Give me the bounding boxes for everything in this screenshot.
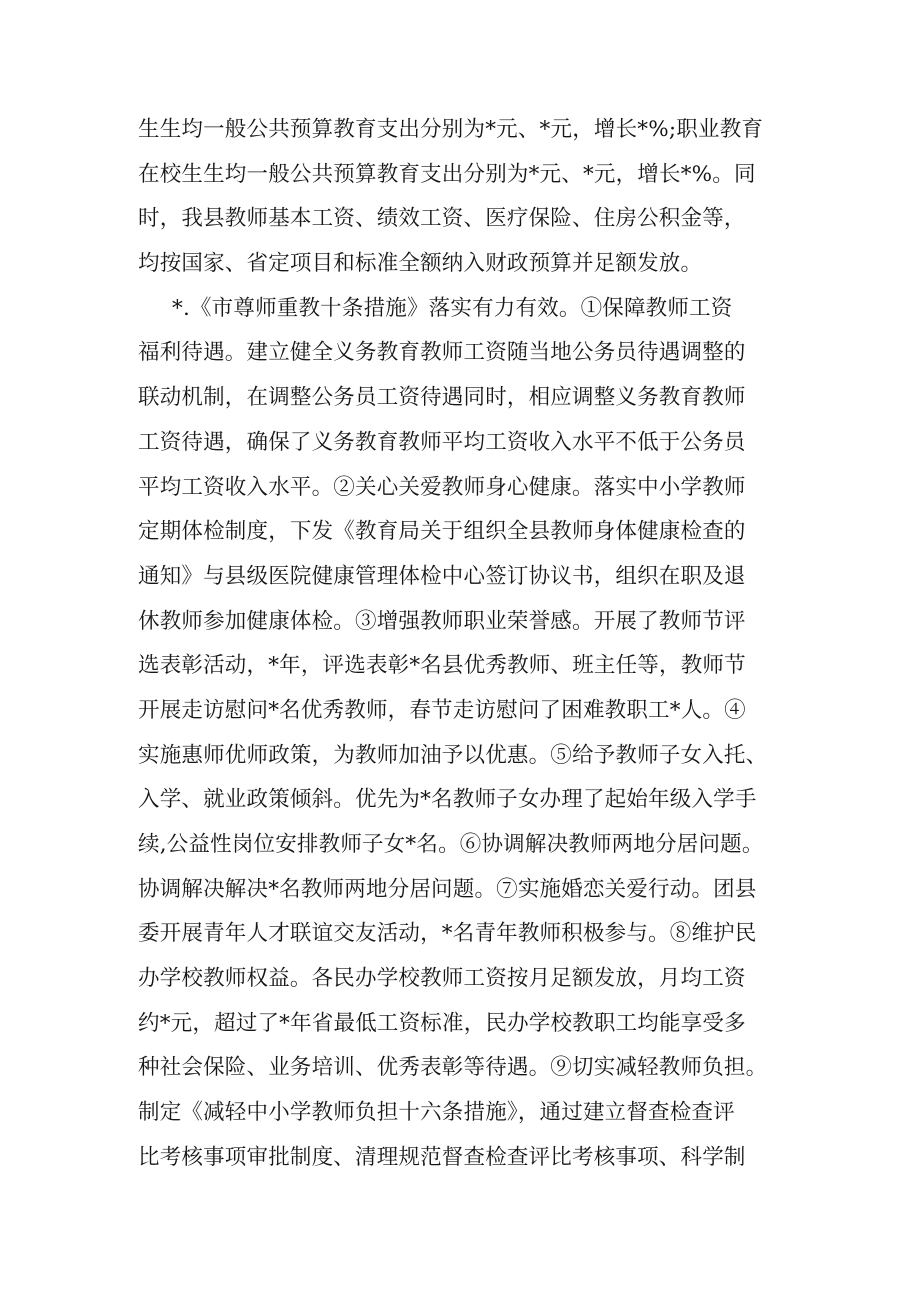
paragraph-start-line: *.《市尊师重教十条措施》落实有力有效。①保障教师工资 — [172, 295, 733, 321]
text-line: 办学校教师权益。各民办学校教师工资按月足额发放，月均工资 — [138, 966, 746, 992]
text-line: 入学、就业政策倾斜。优先为*名教师子女办理了起始年级入学手 — [138, 787, 757, 813]
text-line: 开展走访慰问*名优秀教师，春节走访慰问了困难教职工*人。④ — [138, 697, 746, 723]
text-line: 协调解决解决*名教师两地分居问题。⑦实施婚恋关爱行动。团县 — [138, 876, 757, 902]
text-line: 定期体检制度，下发《教育局关于组织全县教师身体健康检查的 — [138, 519, 746, 545]
text-line: 约*元，超过了*年省最低工资标准，民办学校教职工均能享受多 — [138, 1010, 746, 1036]
text-line: 种社会保险、业务培训、优秀表彰等待遇。⑨切实减轻教师负担。 — [138, 1055, 768, 1081]
text-line: 时，我县教师基本工资、绩效工资、医疗保险、住房公积金等， — [138, 206, 746, 232]
text-line: 在校生生均一般公共预算教育支出分别为*元、*元，增长*%。同 — [138, 161, 756, 187]
text-line: 选表彰活动，*年，评选表彰*名县优秀教师、班主任等，教师节 — [138, 653, 746, 679]
text-line: 福利待遇。建立健全义务教育教师工资随当地公务员待遇调整的 — [138, 340, 746, 366]
text-line: 均按国家、省定项目和标准全额纳入财政预算并足额发放。 — [138, 251, 703, 277]
text-line: 工资待遇，确保了义务教育教师平均工资收入水平不低于公务员 — [138, 429, 746, 455]
body-text — [138, 108, 798, 1181]
text-line: 通知》与县级医院健康管理体检中心签订协议书，组织在职及退 — [138, 563, 746, 589]
text-line: 续,公益性岗位安排教师子女*名。⑥协调解决教师两地分居问题。 — [138, 832, 764, 857]
text-line: 实施惠师优师政策，为教师加油予以优惠。⑤给予教师子女入托、 — [138, 742, 768, 768]
text-line: 联动机制，在调整公务员工资待遇同时，相应调整义务教育教师 — [138, 385, 746, 411]
text-line: 制定《减轻中小学教师负担十六条措施》，通过建立督查检查评 — [138, 1100, 735, 1126]
text-line: 休教师参加健康体检。③增强教师职业荣誉感。开展了教师节评 — [138, 608, 746, 634]
text-line: 平均工资收入水平。②关心关爱教师身心健康。落实中小学教师 — [138, 474, 746, 500]
text-line: 生生均一般公共预算教育支出分别为*元、*元，增长*%;职业教育 — [138, 117, 764, 142]
text-line: 比考核事项审批制度、清理规范督查检查评比考核事项、科学制 — [138, 1144, 746, 1170]
text-line: 委开展青年人才联谊交友活动，*名青年教师积极参与。⑧维护民 — [138, 921, 757, 947]
